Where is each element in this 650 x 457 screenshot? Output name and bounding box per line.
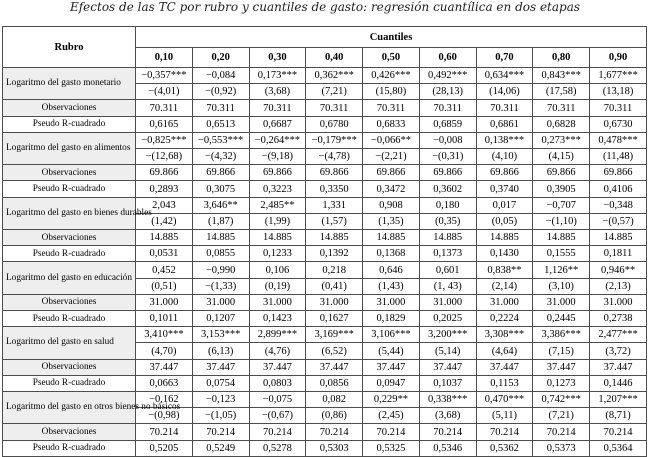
- coefficient-cell: 0,273***: [533, 132, 590, 148]
- pseudo-r2-label: Pseudo R-cuadrado: [3, 246, 136, 262]
- coefficient-cell: −0,553***: [192, 132, 249, 148]
- observations-row: [3, 230, 647, 246]
- observations-cell: 37.447: [533, 359, 590, 375]
- pseudo-r2-cell: 0,3472: [363, 181, 420, 197]
- observations-label: Observaciones: [3, 424, 136, 440]
- t-stat-cell: (3,68): [419, 408, 476, 424]
- t-stat-cell: (5,14): [419, 343, 476, 359]
- pseudo-r2-cell: 0,5346: [419, 440, 476, 456]
- observations-label: Observaciones: [3, 359, 136, 375]
- pseudo-r2-cell: 0,5373: [533, 440, 590, 456]
- observations-label: Observaciones: [3, 165, 136, 181]
- header-row: [3, 27, 647, 48]
- results-table: [2, 26, 647, 457]
- pseudo-r2-row: [3, 375, 647, 391]
- pseudo-r2-cell: 0,2025: [419, 311, 476, 327]
- observations-row: [3, 294, 647, 310]
- pseudo-r2-cell: 0,1233: [249, 246, 306, 262]
- observations-cell: 14.885: [192, 230, 249, 246]
- coefficient-cell: −0,348: [590, 197, 647, 213]
- observations-cell: 69.866: [249, 165, 306, 181]
- coefficient-cell: 3,153***: [192, 327, 249, 343]
- pseudo-r2-cell: 0,3350: [306, 181, 363, 197]
- observations-cell: 70.311: [306, 100, 363, 116]
- pseudo-r2-cell: 0,3075: [192, 181, 249, 197]
- coefficient-cell: 0,843***: [533, 68, 590, 84]
- t-stat-cell: (11,48): [590, 149, 647, 165]
- pseudo-r2-cell: 0,1153: [476, 375, 533, 391]
- t-stat-cell: (0,35): [419, 213, 476, 229]
- observations-cell: 31.000: [136, 294, 193, 310]
- coefficient-cell: 1,331: [306, 197, 363, 213]
- observations-cell: 70.311: [419, 100, 476, 116]
- pseudo-r2-cell: 0,3905: [533, 181, 590, 197]
- pseudo-r2-cell: 0,1423: [249, 311, 306, 327]
- observations-cell: 70.214: [419, 424, 476, 440]
- coefficient-row: [3, 132, 647, 148]
- t-stat-cell: (0,86): [306, 408, 363, 424]
- pseudo-r2-cell: 0,5325: [363, 440, 420, 456]
- observations-cell: 31.000: [533, 294, 590, 310]
- coefficient-cell: 1,207***: [590, 392, 647, 408]
- pseudo-r2-label: Pseudo R-cuadrado: [3, 181, 136, 197]
- pseudo-r2-cell: 0,2224: [476, 311, 533, 327]
- observations-label: Observaciones: [3, 100, 136, 116]
- observations-cell: 14.885: [363, 230, 420, 246]
- coefficient-cell: 0,742***: [533, 392, 590, 408]
- pseudo-r2-cell: 0,0531: [136, 246, 193, 262]
- observations-cell: 70.311: [476, 100, 533, 116]
- coefficient-cell: 2,899***: [249, 327, 306, 343]
- coefficient-cell: −0,123: [192, 392, 249, 408]
- pseudo-r2-cell: 0,0803: [249, 375, 306, 391]
- observations-cell: 69.866: [533, 165, 590, 181]
- coefficient-cell: −0,084: [192, 68, 249, 84]
- coefficient-cell: −0,066**: [363, 132, 420, 148]
- t-stat-cell: (1, 43): [419, 278, 476, 294]
- coefficient-cell: 0,492***: [419, 68, 476, 84]
- observations-cell: 70.311: [533, 100, 590, 116]
- observations-label: Observaciones: [3, 230, 136, 246]
- observations-cell: 69.866: [419, 165, 476, 181]
- pseudo-r2-cell: 0,0855: [192, 246, 249, 262]
- coefficient-cell: 0,173***: [249, 68, 306, 84]
- observations-cell: 69.866: [476, 165, 533, 181]
- pseudo-r2-label: Pseudo R-cuadrado: [3, 375, 136, 391]
- observations-cell: 14.885: [249, 230, 306, 246]
- coefficient-cell: 0,601: [419, 262, 476, 278]
- t-stat-cell: (1,57): [306, 213, 363, 229]
- observations-cell: 37.447: [476, 359, 533, 375]
- coefficient-cell: 0,908: [363, 197, 420, 213]
- pseudo-r2-cell: 0,1207: [192, 311, 249, 327]
- t-stat-cell: (8,71): [590, 408, 647, 424]
- pseudo-r2-cell: 0,5303: [306, 440, 363, 456]
- t-stat-cell: (6,13): [192, 343, 249, 359]
- quantile-label: 0,60: [419, 48, 476, 68]
- coefficient-cell: 2,485**: [249, 197, 306, 213]
- observations-cell: 70.214: [590, 424, 647, 440]
- coefficient-cell: 0,229**: [363, 392, 420, 408]
- observations-cell: 70.214: [249, 424, 306, 440]
- coefficient-cell: 1,126**: [533, 262, 590, 278]
- observations-cell: 31.000: [419, 294, 476, 310]
- pseudo-r2-cell: 0,5364: [590, 440, 647, 456]
- pseudo-r2-cell: 0,5278: [249, 440, 306, 456]
- coefficient-cell: 0,470***: [476, 392, 533, 408]
- pseudo-r2-cell: 0,3223: [249, 181, 306, 197]
- observations-cell: 69.866: [590, 165, 647, 181]
- observations-cell: 37.447: [306, 359, 363, 375]
- pseudo-r2-cell: 0,1430: [476, 246, 533, 262]
- pseudo-r2-cell: 0,6687: [249, 116, 306, 132]
- pseudo-r2-row: [3, 116, 647, 132]
- t-stat-cell: −(1,10): [533, 213, 590, 229]
- pseudo-r2-row: [3, 440, 647, 456]
- t-stat-cell: (3,10): [533, 278, 590, 294]
- pseudo-r2-cell: 0,1829: [363, 311, 420, 327]
- observations-cell: 14.885: [533, 230, 590, 246]
- t-stat-cell: (14,06): [476, 84, 533, 100]
- t-stat-cell: −(0,57): [590, 213, 647, 229]
- quantile-label: 0,10: [136, 48, 193, 68]
- observations-cell: 37.447: [419, 359, 476, 375]
- pseudo-r2-cell: 0,2445: [533, 311, 590, 327]
- t-stat-cell: (0,51): [136, 278, 193, 294]
- coefficient-cell: 3,169***: [306, 327, 363, 343]
- pseudo-r2-cell: 0,1273: [533, 375, 590, 391]
- pseudo-r2-cell: 0,0856: [306, 375, 363, 391]
- pseudo-r2-row: [3, 246, 647, 262]
- coefficient-cell: 3,308***: [476, 327, 533, 343]
- observations-cell: 37.447: [249, 359, 306, 375]
- observations-cell: 31.000: [476, 294, 533, 310]
- t-stat-cell: −(0,92): [192, 84, 249, 100]
- pseudo-r2-cell: 0,6730: [590, 116, 647, 132]
- coefficient-cell: 0,634***: [476, 68, 533, 84]
- t-stat-cell: (0,19): [249, 278, 306, 294]
- pseudo-r2-cell: 0,0947: [363, 375, 420, 391]
- coefficient-cell: 3,410***: [136, 327, 193, 343]
- t-stat-cell: (1,42): [136, 213, 193, 229]
- observations-row: [3, 359, 647, 375]
- pseudo-r2-label: Pseudo R-cuadrado: [3, 440, 136, 456]
- coefficient-cell: 2,477***: [590, 327, 647, 343]
- quantile-label: 0,20: [192, 48, 249, 68]
- t-stat-cell: (5,44): [363, 343, 420, 359]
- category-label: Logaritmo del gasto en otros bienes no básicos: [3, 392, 136, 424]
- coefficient-cell: 0,338***: [419, 392, 476, 408]
- coefficient-cell: −0,162: [136, 392, 193, 408]
- observations-cell: 14.885: [590, 230, 647, 246]
- pseudo-r2-cell: 0,5362: [476, 440, 533, 456]
- pseudo-r2-cell: 0,1555: [533, 246, 590, 262]
- category-label: Logaritmo del gasto en alimentos: [3, 132, 136, 164]
- coefficient-cell: −0,008: [419, 132, 476, 148]
- t-stat-cell: −(4,01): [136, 84, 193, 100]
- pseudo-r2-cell: 0,5205: [136, 440, 193, 456]
- pseudo-r2-cell: 0,2738: [590, 311, 647, 327]
- coefficient-cell: 1,677***: [590, 68, 647, 84]
- pseudo-r2-cell: 0,1811: [590, 246, 647, 262]
- quantile-label: 0,90: [590, 48, 647, 68]
- coefficient-cell: 0,426***: [363, 68, 420, 84]
- pseudo-r2-cell: 0,0754: [192, 375, 249, 391]
- t-stat-cell: (15,80): [363, 84, 420, 100]
- coefficient-cell: 0,452: [136, 262, 193, 278]
- coefficient-cell: −0,075: [249, 392, 306, 408]
- pseudo-r2-cell: 0,1627: [306, 311, 363, 327]
- coefficient-cell: 3,646**: [192, 197, 249, 213]
- pseudo-r2-cell: 0,6165: [136, 116, 193, 132]
- pseudo-r2-cell: 0,6780: [306, 116, 363, 132]
- coefficient-cell: 0,838**: [476, 262, 533, 278]
- coefficient-cell: −0,264***: [249, 132, 306, 148]
- coefficient-cell: 0,478***: [590, 132, 647, 148]
- observations-cell: 31.000: [192, 294, 249, 310]
- t-stat-cell: (6,52): [306, 343, 363, 359]
- observations-cell: 31.000: [590, 294, 647, 310]
- observations-cell: 14.885: [306, 230, 363, 246]
- observations-cell: 69.866: [136, 165, 193, 181]
- pseudo-r2-cell: 0,4106: [590, 181, 647, 197]
- quantile-label: 0,50: [363, 48, 420, 68]
- coefficient-cell: 0,180: [419, 197, 476, 213]
- observations-cell: 31.000: [306, 294, 363, 310]
- observations-cell: 70.311: [363, 100, 420, 116]
- coefficient-cell: −0,357***: [136, 68, 193, 84]
- observations-cell: 14.885: [419, 230, 476, 246]
- category-label: Logaritmo del gasto en salud: [3, 327, 136, 359]
- observations-row: [3, 165, 647, 181]
- t-stat-cell: (5,11): [476, 408, 533, 424]
- coefficient-cell: 0,106: [249, 262, 306, 278]
- t-stat-cell: −(4,78): [306, 149, 363, 165]
- observations-cell: 70.214: [192, 424, 249, 440]
- pseudo-r2-label: Pseudo R-cuadrado: [3, 311, 136, 327]
- t-stat-cell: (28,13): [419, 84, 476, 100]
- t-stat-cell: (1,99): [249, 213, 306, 229]
- category-label: Logaritmo del gasto en bienes durables: [3, 197, 136, 229]
- t-stat-cell: (1,35): [363, 213, 420, 229]
- observations-cell: 31.000: [363, 294, 420, 310]
- t-stat-cell: −(2,21): [363, 149, 420, 165]
- observations-cell: 70.311: [249, 100, 306, 116]
- observations-cell: 37.447: [192, 359, 249, 375]
- coefficient-row: [3, 262, 647, 278]
- coefficient-cell: 3,200***: [419, 327, 476, 343]
- coefficient-cell: 0,082: [306, 392, 363, 408]
- coefficient-cell: 3,106***: [363, 327, 420, 343]
- pseudo-r2-label: Pseudo R-cuadrado: [3, 116, 136, 132]
- pseudo-r2-cell: 0,6833: [363, 116, 420, 132]
- pseudo-r2-cell: 0,1011: [136, 311, 193, 327]
- t-stat-cell: (7,21): [306, 84, 363, 100]
- pseudo-r2-row: [3, 311, 647, 327]
- observations-cell: 70.311: [192, 100, 249, 116]
- t-stat-cell: −(0,31): [419, 149, 476, 165]
- t-stat-cell: −(0,98): [136, 408, 193, 424]
- quantile-label: 0,40: [306, 48, 363, 68]
- observations-cell: 70.311: [590, 100, 647, 116]
- t-stat-cell: (0,05): [476, 213, 533, 229]
- t-stat-cell: (1,43): [363, 278, 420, 294]
- pseudo-r2-cell: 0,2893: [136, 181, 193, 197]
- t-stat-cell: (2,13): [590, 278, 647, 294]
- t-stat-cell: (7,15): [533, 343, 590, 359]
- pseudo-r2-cell: 0,6861: [476, 116, 533, 132]
- observations-cell: 37.447: [136, 359, 193, 375]
- category-label: Logaritmo del gasto monetario: [3, 68, 136, 100]
- quantile-label: 0,30: [249, 48, 306, 68]
- observations-cell: 70.311: [136, 100, 193, 116]
- observations-cell: 37.447: [363, 359, 420, 375]
- pseudo-r2-cell: 0,1368: [363, 246, 420, 262]
- pseudo-r2-cell: 0,1373: [419, 246, 476, 262]
- quantile-label: 0,80: [533, 48, 590, 68]
- observations-cell: 69.866: [306, 165, 363, 181]
- observations-cell: 31.000: [249, 294, 306, 310]
- t-stat-cell: (4,64): [476, 343, 533, 359]
- t-stat-cell: (4,15): [533, 149, 590, 165]
- coefficient-cell: −0,825***: [136, 132, 193, 148]
- coefficient-cell: 0,218: [306, 262, 363, 278]
- observations-row: [3, 100, 647, 116]
- t-stat-cell: −(9,18): [249, 149, 306, 165]
- pseudo-r2-cell: 0,1446: [590, 375, 647, 391]
- t-stat-cell: (13,18): [590, 84, 647, 100]
- t-stat-cell: (7,21): [533, 408, 590, 424]
- cuantiles-header: Cuantiles: [136, 27, 647, 48]
- coefficient-cell: 0,138***: [476, 132, 533, 148]
- t-stat-cell: −(0,67): [249, 408, 306, 424]
- pseudo-r2-cell: 0,5249: [192, 440, 249, 456]
- observations-cell: 70.214: [363, 424, 420, 440]
- rubro-header: Rubro: [3, 27, 136, 68]
- coefficient-cell: −0,707: [533, 197, 590, 213]
- coefficient-cell: 0,017: [476, 197, 533, 213]
- coefficient-cell: 0,946**: [590, 262, 647, 278]
- observations-label: Observaciones: [3, 294, 136, 310]
- t-stat-cell: (2,45): [363, 408, 420, 424]
- coefficient-cell: 0,646: [363, 262, 420, 278]
- observations-cell: 70.214: [476, 424, 533, 440]
- observations-cell: 70.214: [306, 424, 363, 440]
- observations-cell: 14.885: [476, 230, 533, 246]
- coefficient-row: [3, 392, 647, 408]
- quantile-label: 0,70: [476, 48, 533, 68]
- t-stat-cell: −(1,33): [192, 278, 249, 294]
- t-stat-cell: (17,58): [533, 84, 590, 100]
- category-label: Logaritmo del gasto en educación: [3, 262, 136, 294]
- t-stat-cell: (4,10): [476, 149, 533, 165]
- pseudo-r2-cell: 0,3602: [419, 181, 476, 197]
- observations-cell: 69.866: [192, 165, 249, 181]
- pseudo-r2-cell: 0,6513: [192, 116, 249, 132]
- coefficient-row: [3, 327, 647, 343]
- t-stat-cell: −(1,05): [192, 408, 249, 424]
- observations-cell: 14.885: [136, 230, 193, 246]
- coefficient-cell: −0,179***: [306, 132, 363, 148]
- t-stat-cell: (0,41): [306, 278, 363, 294]
- observations-cell: 70.214: [136, 424, 193, 440]
- table-title: Efectos de las TC por rubro y cuantiles de gasto: regresión cuantílica en dos etapas: [69, 0, 581, 14]
- t-stat-cell: (3,68): [249, 84, 306, 100]
- pseudo-r2-cell: 0,1037: [419, 375, 476, 391]
- coefficient-row: [3, 197, 647, 213]
- t-stat-cell: (3,72): [590, 343, 647, 359]
- t-stat-cell: −(4,32): [192, 149, 249, 165]
- coefficient-cell: 3,386***: [533, 327, 590, 343]
- pseudo-r2-cell: 0,1392: [306, 246, 363, 262]
- pseudo-r2-cell: 0,6859: [419, 116, 476, 132]
- pseudo-r2-cell: 0,3740: [476, 181, 533, 197]
- observations-cell: 70.214: [533, 424, 590, 440]
- coefficient-row: [3, 68, 647, 84]
- t-stat-cell: (4,76): [249, 343, 306, 359]
- t-stat-cell: −(12,68): [136, 149, 193, 165]
- coefficient-cell: 2,043: [136, 197, 193, 213]
- t-stat-cell: (1,87): [192, 213, 249, 229]
- observations-cell: 69.866: [363, 165, 420, 181]
- pseudo-r2-cell: 0,0663: [136, 375, 193, 391]
- observations-row: [3, 424, 647, 440]
- t-stat-cell: (2,14): [476, 278, 533, 294]
- pseudo-r2-row: [3, 181, 647, 197]
- t-stat-cell: (4,70): [136, 343, 193, 359]
- pseudo-r2-cell: 0,6828: [533, 116, 590, 132]
- observations-cell: 37.447: [590, 359, 647, 375]
- coefficient-cell: −0,990: [192, 262, 249, 278]
- coefficient-cell: 0,362***: [306, 68, 363, 84]
